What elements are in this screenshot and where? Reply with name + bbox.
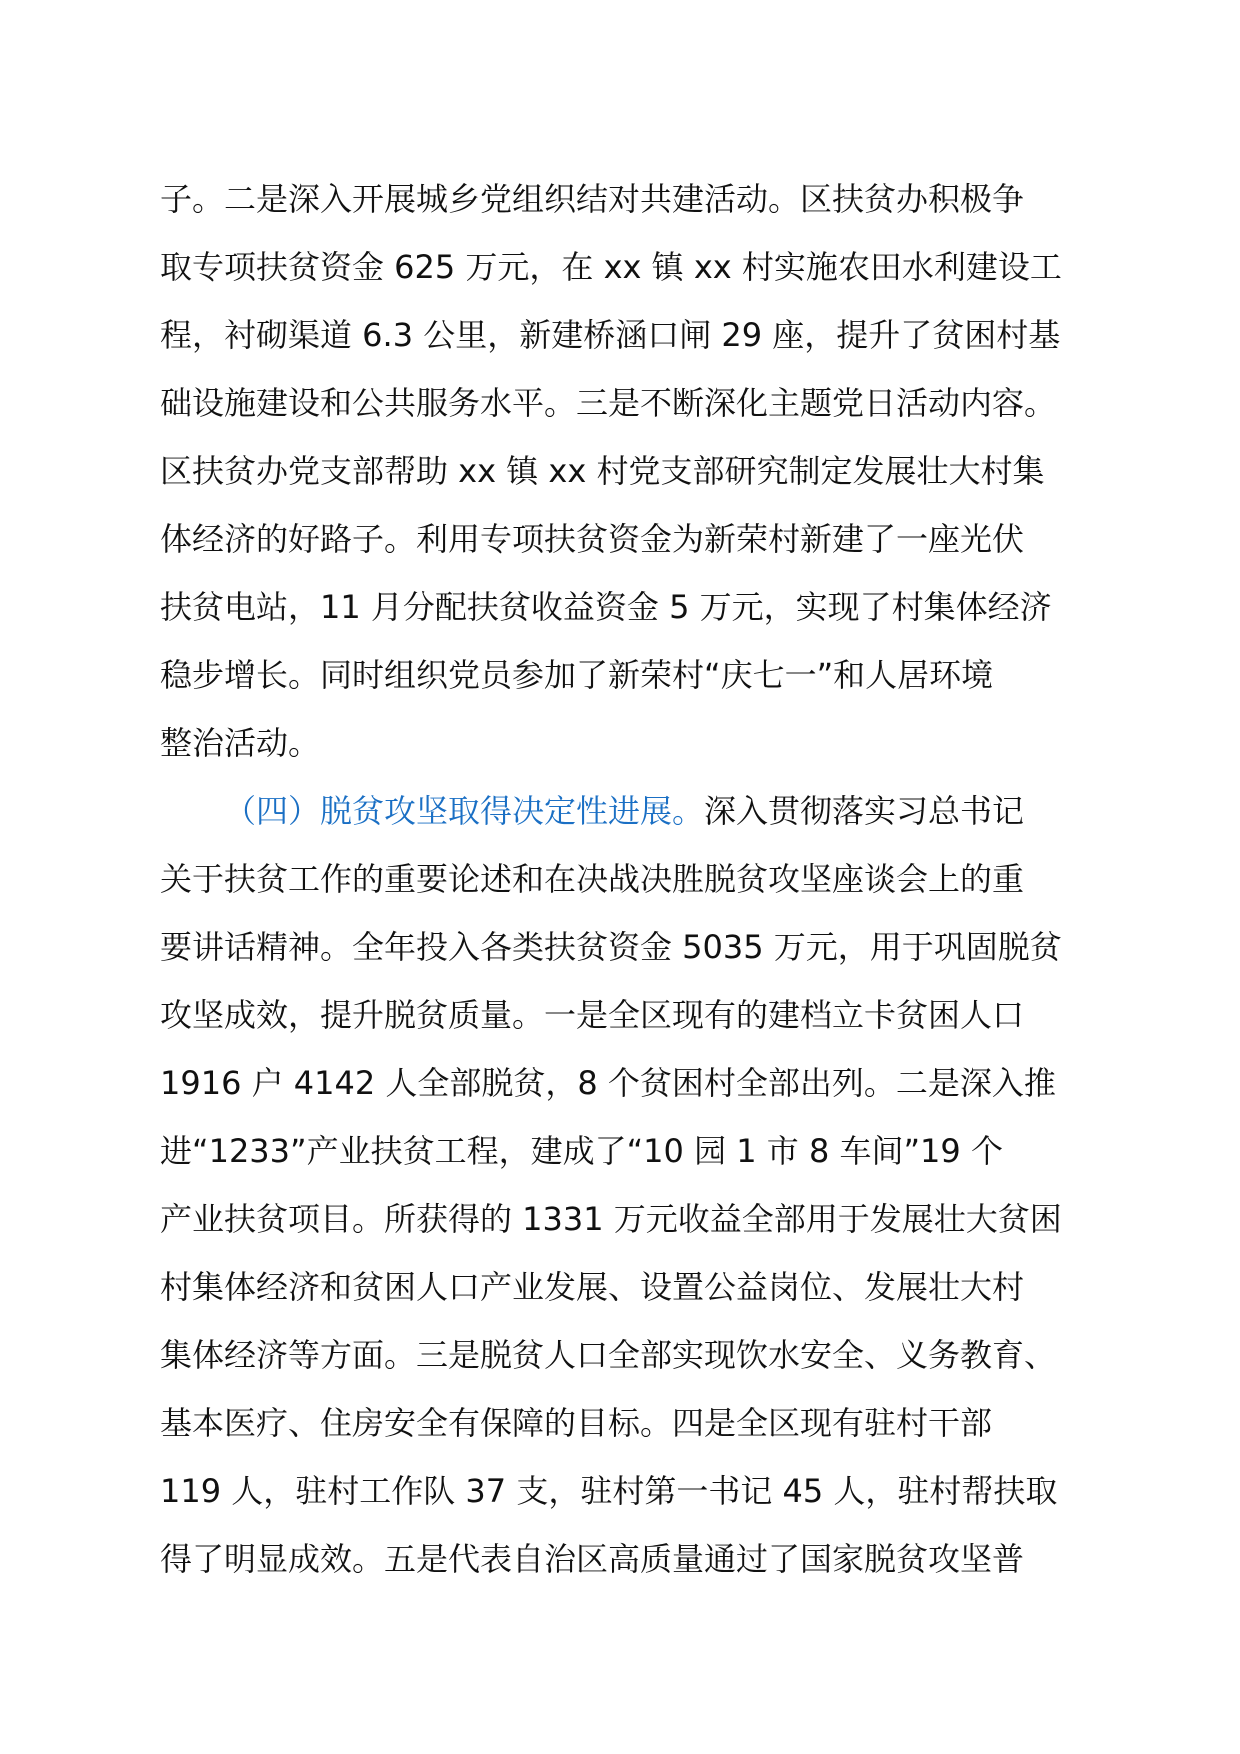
section-heading: （四）脱贫攻坚取得决定性进展。 [224, 792, 705, 830]
paragraph-line: 体经济的好路子。利用专项扶贫资金为新荣村新建了一座光伏 [160, 520, 1025, 558]
paragraph-line: 子。二是深入开展城乡党组织结对共建活动。区扶贫办积极争 [160, 180, 1025, 218]
paragraph-line: 基本医疗、住房安全有保障的目标。四是全区现有驻村干部 [160, 1404, 993, 1442]
paragraph-line: 础设施建设和公共服务水平。三是不断深化主题党日活动内容。 [160, 384, 1057, 422]
paragraph-line: 程，衬砌渠道 6.3 公里，新建桥涵口闸 29 座，提升了贫困村基 [160, 316, 1061, 354]
paragraph-line: 攻坚成效，提升脱贫质量。一是全区现有的建档立卡贫困人口 [160, 996, 1025, 1034]
paragraph-line: 关于扶贫工作的重要论述和在决战决胜脱贫攻坚座谈会上的重 [160, 860, 1025, 898]
paragraph-line: 稳步增长。同时组织党员参加了新荣村“庆七一”和人居环境 [160, 656, 994, 694]
paragraph-line: 取专项扶贫资金 625 万元，在 xx 镇 xx 村实施农田水利建设工 [160, 248, 1062, 286]
paragraph-line: 要讲话精神。全年投入各类扶贫资金 5035 万元，用于巩固脱贫 [160, 928, 1062, 966]
paragraph-line: 集体经济等方面。三是脱贫人口全部实现饮水安全、义务教育、 [160, 1336, 1057, 1374]
paragraph-line: 119 人，驻村工作队 37 支，驻村第一书记 45 人，驻村帮扶取 [160, 1472, 1058, 1510]
section-4-first-line [160, 777, 1100, 845]
paragraph-line: 产业扶贫项目。所获得的 1331 万元收益全部用于发展壮大贫困 [160, 1200, 1062, 1238]
paragraph-line: 进“1233”产业扶贫工程，建成了“10 园 1 市 8 车间”19 个 [160, 1132, 1003, 1170]
paragraph-line: 得了明显成效。五是代表自治区高质量通过了国家脱贫攻坚普 [160, 1540, 1025, 1578]
paragraph-line: 扶贫电站，11 月分配扶贫收益资金 5 万元，实现了村集体经济 [160, 588, 1052, 626]
section-first-line-text: 深入贯彻落实习总书记 [704, 792, 1025, 830]
paragraph-line: 区扶贫办党支部帮助 xx 镇 xx 村党支部研究制定发展壮大村集 [160, 452, 1045, 490]
paragraph-line: 整治活动。 [160, 724, 321, 762]
paragraph-line: 1916 户 4142 人全部脱贫，8 个贫困村全部出列。二是深入推 [160, 1064, 1056, 1102]
paragraph-line: 村集体经济和贫困人口产业发展、设置公益岗位、发展壮大村 [160, 1268, 1025, 1306]
document-body [160, 165, 1100, 1593]
